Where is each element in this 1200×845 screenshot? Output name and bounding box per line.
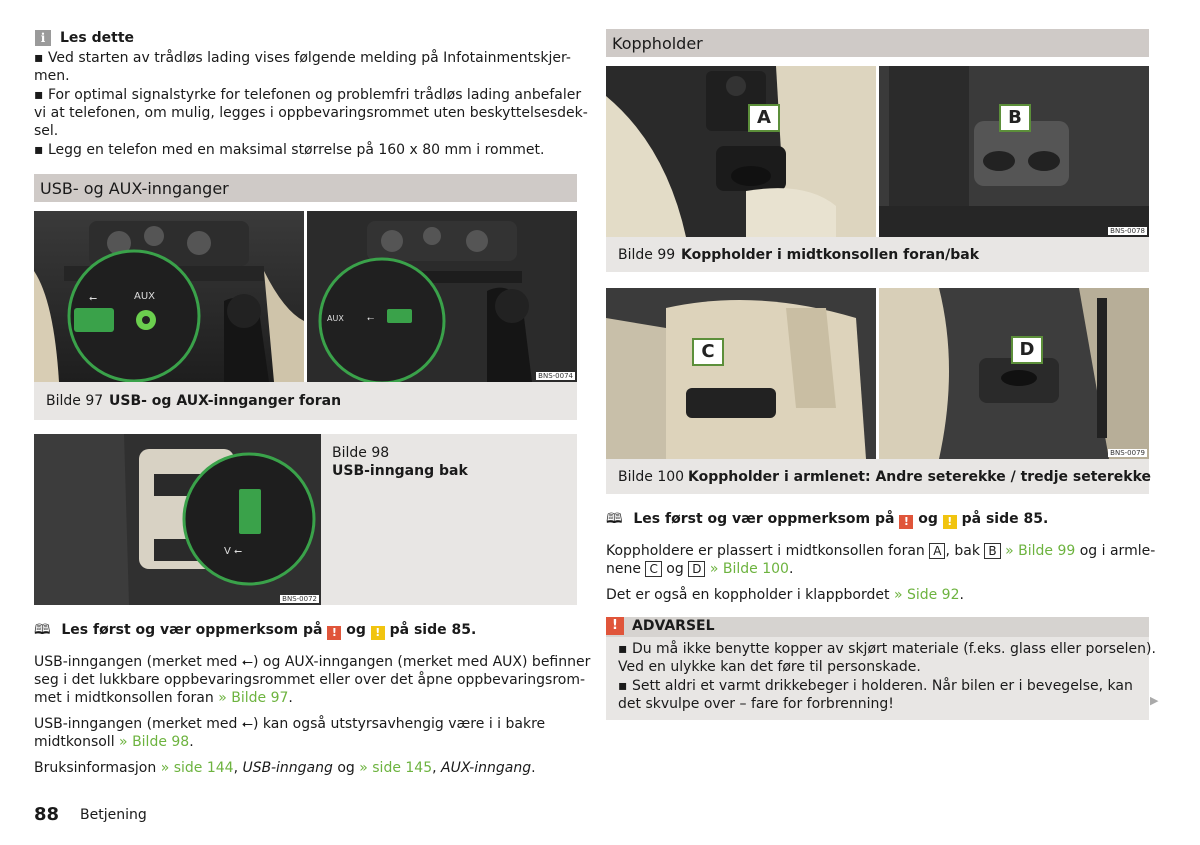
continue-arrow-icon: ▶ [1150,694,1159,707]
label-c: C [645,561,661,577]
text: USB-inngang [242,760,333,776]
link-side-92[interactable]: » Side 92 [893,587,960,603]
usb-para3 [34,759,536,777]
read-first-note [34,621,476,640]
svg-text:⭠: ⭠ [89,293,97,304]
link-bilde-100[interactable]: » Bilde 100 [705,561,789,577]
usb-heading-text: USB- og AUX-innganger [40,179,229,198]
note-icon: ! [371,626,385,640]
footer-section: Betjening [80,807,147,823]
les-dette-line: ▪ For optimal signalstyrke for telefonen og problemfri trådløs lading anbefaler [34,87,582,103]
figure-99-title: Koppholder i midtkonsollen foran/bak [681,247,980,263]
page-number: 88 [34,804,60,825]
callout-b: B [999,104,1031,132]
cup-para1-line1 [606,542,1155,560]
text: Det er også en koppholder i klappbordet [606,587,894,603]
figure-97-ref: BNS-0074 [538,372,573,380]
usb-para2-line1: USB-inngangen (merket med ⭠) kan også utstyrsavhengig være i i bakre [34,716,546,732]
warning-icon: ! [327,626,341,640]
link-bilde-98[interactable]: » Bilde 98 [119,734,190,750]
text: . [959,587,964,603]
text: . [189,734,194,750]
link-side-145[interactable]: » side 145 [359,760,433,776]
cup-section-heading [606,29,1149,57]
svg-text:AUX: AUX [327,314,344,323]
text: , [432,760,442,776]
usb-section-heading [34,174,577,202]
cup-para1-line2 [606,560,793,578]
figure-98-photo [34,434,321,605]
text: met i midtkonsollen foran [34,690,219,706]
info-icon: i [35,30,51,46]
usb-para2-line2 [34,733,194,751]
text: Bruksinformasjon [34,760,161,776]
figure-99-caption [606,237,1149,272]
figure-100-ref: BNS-0079 [1110,449,1145,457]
usb-para1-line1: USB-inngangen (merket med ⭠) og AUX-inngangen (merket med AUX) befinner [34,654,591,670]
figure-100-photo-left [606,288,876,459]
svg-text:⭠: ⭠ [367,314,375,324]
figure-100-title: Koppholder i armlenet: Andre seterekke / tredje seterekke [688,469,1152,485]
warning-title: ADVARSEL [632,618,715,634]
text: AUX-inngang [441,760,532,776]
read-first-post: på side 85. [389,622,477,638]
figure-99-number: Bilde 99 [618,247,676,263]
text: og [332,760,360,776]
label-d: D [688,561,705,577]
figure-98-number: Bilde 98 [332,445,390,461]
figure-97-title: USB- og AUX-innganger foran [109,393,342,409]
figure-100-photo-right [879,288,1149,459]
figure-99-photo-right [879,66,1149,237]
text: Koppholdere er plassert i midtkonsollen foran [606,543,930,559]
les-dette-title: Les dette [60,30,135,46]
warning-triangle-icon: ! [606,617,624,635]
warning-icon: ! [899,515,913,529]
link-bilde-97[interactable]: » Bilde 97 [218,690,289,706]
figure-99-ref: BNS-0078 [1110,227,1145,235]
warning-line: det skvulpe over – fare for forbrenning! [618,696,894,712]
note-icon: ! [943,515,957,529]
read-first-og: og [918,511,938,527]
les-dette-line: men. [34,68,70,84]
callout-a: A [748,104,780,132]
label-b: B [984,543,1000,559]
warning-line: Ved en ulykke kan det føre til personskade. [618,659,921,675]
label-a: A [929,543,945,559]
figure-100-caption [606,459,1152,494]
figure-97-photo-right [307,211,577,382]
text: , [233,760,243,776]
figure-97-photo-left [34,211,304,382]
book-icon: 🕮 [606,511,623,527]
read-first-pre: Les først og vær oppmerksom på [61,622,323,638]
aux-label: AUX [134,291,156,302]
figure-98-ref: BNS-0072 [282,595,317,603]
cup-heading-text: Koppholder [612,34,703,53]
figure-99-photo-left [606,66,876,237]
figure-97-caption [34,382,577,420]
read-first-post: på side 85. [961,511,1049,527]
warning-box [606,617,1156,720]
svg-text:V ⭠: V ⭠ [224,546,243,557]
usb-para1-line2: seg i det lukkbare oppbevaringsrommet eller over det åpne oppbevaringsrom- [34,672,586,688]
callout-d: D [1011,336,1043,364]
link-side-144[interactable]: » side 144 [160,760,234,776]
text: . [788,561,794,577]
text: . [531,760,536,776]
les-dette-line: ▪ Legg en telefon med en maksimal størrelse på 160 x 80 mm i rommet. [34,142,545,158]
text: og i armle- [1075,543,1156,559]
book-icon: 🕮 [34,622,51,638]
figure-97-number: Bilde 97 [46,393,104,409]
text: nene [606,561,646,577]
usb-para1-line3 [34,689,293,707]
text: og [661,561,689,577]
figure-100-number: Bilde 100 [618,469,685,485]
read-first-note-right [606,510,1048,529]
warning-line: ▪ Sett aldri et varmt drikkebeger i holderen. Når bilen er i bevegelse, kan [618,678,1133,694]
les-dette-line: sel. [34,123,59,139]
cup-para2 [606,586,964,604]
text: midtkonsoll [34,734,120,750]
text: , bak [945,543,985,559]
link-bilde-99[interactable]: » Bilde 99 [1000,543,1076,559]
les-dette-line: vi at telefonen, om mulig, legges i oppbevaringsrommet uten beskyttelsesdek- [34,105,588,121]
read-first-og: og [346,622,366,638]
callout-c: C [692,338,724,366]
read-first-pre: Les først og vær oppmerksom på [633,511,895,527]
figure-98-title: USB-inngang bak [332,463,468,479]
warning-line: ▪ Du må ikke benytte kopper av skjørt materiale (f.eks. glass eller porselen). [618,641,1156,657]
les-dette-line: ▪ Ved starten av trådløs lading vises følgende melding på Infotainmentskjer- [34,50,571,66]
text: . [288,690,293,706]
